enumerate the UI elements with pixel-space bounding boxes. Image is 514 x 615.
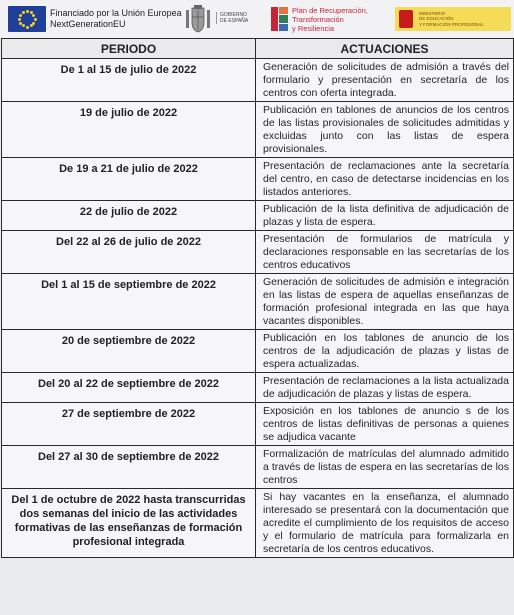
eu-star-icon	[22, 24, 25, 27]
ministerio-text	[419, 11, 484, 28]
actuacion-cell: Generación de solicitudes de admisión a través del formulario y presentación en secretaría de los centros con oferta integrada.	[256, 59, 514, 102]
periodo-cell: Del 22 al 26 de julio de 2022	[2, 231, 256, 274]
periodo-cell: 22 de julio de 2022	[2, 201, 256, 231]
table-row	[2, 59, 514, 102]
eu-star-icon	[18, 18, 21, 21]
ministerio-line-1: MINISTERIO	[419, 10, 446, 16]
gobierno-line-2: DE ESPAÑA	[220, 18, 249, 24]
ministerio-crest-icon	[399, 10, 413, 28]
table-row	[2, 102, 514, 158]
table-row	[2, 373, 514, 403]
plan-line-2: Transformación	[292, 15, 344, 24]
table-header-row	[2, 39, 514, 59]
actuacion-cell: Generación de solicitudes de admisión e integración en las listas de espera de aquellas enseñanzas de formación profesional integrada en las que haya vacantes disponibles.	[256, 274, 514, 330]
actuacion-cell: Presentación de formularios de matrícula y declaraciones responsable en las secretarías de los centros educativos	[256, 231, 514, 274]
table-row	[2, 274, 514, 330]
periodo-cell: 20 de septiembre de 2022	[2, 330, 256, 373]
periodo-cell: Del 1 de octubre de 2022 hasta transcurridas dos semanas del inicio de las actividades formativas de las enseñanzas de formación profesional integrada	[2, 489, 256, 558]
actuacion-cell: Formalización de matrículas del alumnado admitido a través de listas de espera en las secretarías de los centros	[256, 446, 514, 489]
table-row	[2, 231, 514, 274]
eu-star-icon	[22, 11, 25, 14]
plan-line-1: Plan de Recuperación,	[292, 6, 368, 15]
eu-line-1: Financiado por la Unión Europea	[50, 8, 182, 18]
column-header-actuaciones: ACTUACIONES	[256, 39, 514, 59]
schedule-table	[1, 38, 514, 558]
eu-flag-icon	[8, 6, 46, 32]
logo-bar	[0, 0, 514, 38]
ministerio-line-2: DE EDUCACIÓN	[419, 16, 454, 22]
periodo-cell: 19 de julio de 2022	[2, 102, 256, 158]
eu-star-icon	[30, 24, 33, 27]
eu-star-icon	[32, 22, 35, 25]
spain-crest-icon	[184, 4, 212, 34]
periodo-cell: De 19 a 21 de julio de 2022	[2, 158, 256, 201]
actuacion-cell: Exposición en los tablones de anuncio s de los centros de listas definitivas de personas a quienes se adjudica vacante	[256, 403, 514, 446]
column-header-periodo: PERIODO	[2, 39, 256, 59]
eu-star-icon	[19, 22, 22, 25]
gobierno-text	[216, 12, 248, 24]
actuacion-cell: Publicación en tablones de anuncios de los centros de las listas provisionales de solicitudes admitidas y excluidas junto con las listas de espera provisionales.	[256, 102, 514, 158]
actuacion-cell: Si hay vacantes en la enseñanza, el alumnado interesado se presentará con la documentación que acredite el cumplimiento de los requisitos de acceso y el formulario de matrícula para formalizarla en secretaría de los centros educativos.	[256, 489, 514, 558]
table-row	[2, 158, 514, 201]
actuacion-cell: Publicación de la lista definitiva de adjudicación de plazas y lista de espera.	[256, 201, 514, 231]
periodo-cell: De 1 al 15 de julio de 2022	[2, 59, 256, 102]
actuacion-cell: Publicación en los tablones de anuncio de los centros de la adjudicación de plazas y listas de espera actualizadas.	[256, 330, 514, 373]
table-row	[2, 489, 514, 558]
plan-line-3: y Resiliencia	[292, 24, 335, 33]
table-row	[2, 330, 514, 373]
actuacion-cell: Presentación de reclamaciones a la lista actualizada de adjudicación de plazas y listas de espera.	[256, 373, 514, 403]
periodo-cell: 27 de septiembre de 2022	[2, 403, 256, 446]
table-row	[2, 446, 514, 489]
gobierno-line-1: GOBIERNO	[220, 12, 247, 18]
eu-star-icon	[26, 10, 29, 13]
actuacion-cell: Presentación de reclamaciones ante la secretaría del centro, en caso de detectarse incidencias en los listados anteriores.	[256, 158, 514, 201]
plan-recuperacion-text	[292, 6, 368, 33]
periodo-cell: Del 20 al 22 de septiembre de 2022	[2, 373, 256, 403]
periodo-cell: Del 1 al 15 de septiembre de 2022	[2, 274, 256, 330]
ministerio-logo	[395, 7, 511, 31]
table-row	[2, 403, 514, 446]
eu-funding-text	[50, 8, 182, 30]
ministerio-line-3: Y FORMACIÓN PROFESIONAL	[419, 21, 484, 27]
eu-star-icon	[34, 18, 37, 21]
periodo-cell: Del 27 al 30 de septiembre de 2022	[2, 446, 256, 489]
eu-star-icon	[32, 14, 35, 17]
table-row	[2, 201, 514, 231]
eu-line-2: NextGenerationEU	[50, 19, 126, 29]
eu-star-icon	[26, 26, 29, 29]
eu-star-icon	[19, 14, 22, 17]
plan-recuperacion-icon	[270, 5, 290, 33]
